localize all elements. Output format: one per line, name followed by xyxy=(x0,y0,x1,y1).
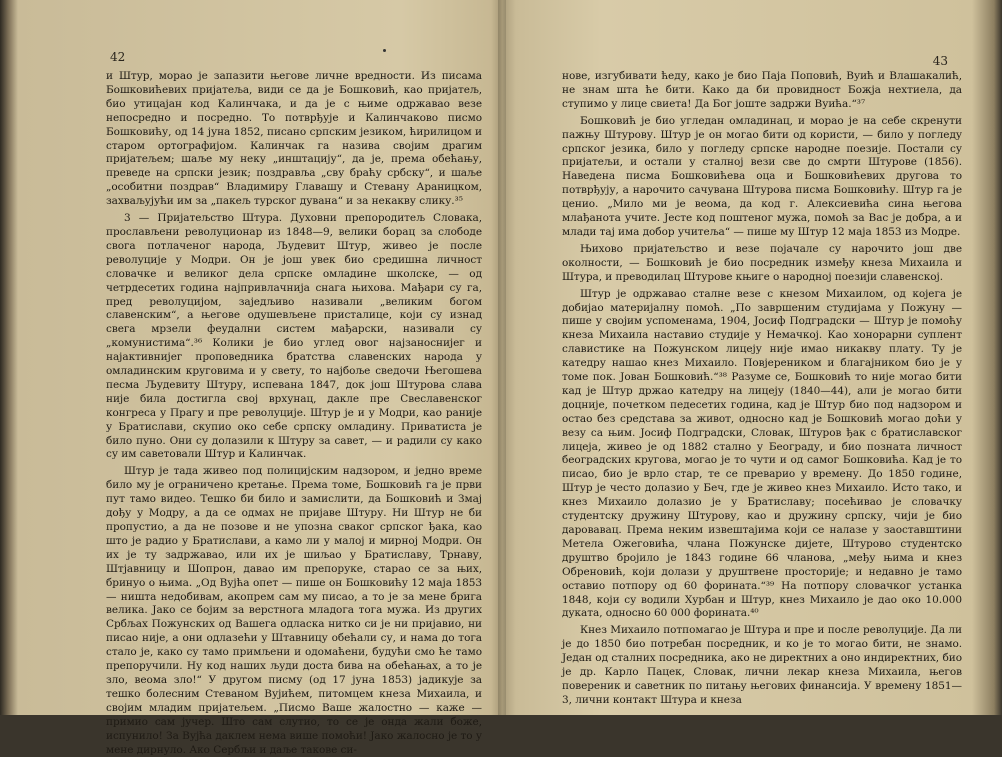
paragraph: 3 — Пријатељство Штура. Духовни препородитељ Словака, прослављени револуционар из 1848—9, велики борац за слободе свога потлаченог народа, Људевит Штур, живео је после револуције у Модри. Он је још увек био средишна личност словачке и великог дела српске омладине школске, — од четрдесетих година најпривлачнија снага њихова. Мађари су га, пред револуцијом, заједљиво називали „великим богом славенским“, а његове одушевљене присталице, који су изнад свега мрзели феудални систем мађарски, називали су „комунистима“.³⁶ Колики је био углед овог најзаноснијег и најактивнијег проповедника братства славенских народа у омладинским круговима и у свету, то најбоље сведочи Његошева песма Људевиту Штуру, испевана 1847, док још Штурова слава није била достигла свој врхунац, дакле пре Свеславенског конгреса у Прагу и пре револуције. Штур је и у Модри, као раније у Братислави, скупио око себе српску омладину. Приватиста је било пуно. Они су долазили к Штуру за савет, — и радили су како су им саветовали Штур и Калинчак. xyxy=(106,212,482,461)
page-number-left: 42 xyxy=(110,50,126,64)
paragraph: и Штур, морао је запазити његове личне вредности. Из писама Бошковићевих пријатеља, види се да је Бошковић, као пријатељ, био утицајан код Калинчака, и да је с њиме одржавао везе непосредно и посредно. То потврђује и Калинчаково писмо Бошковићу, од 14 јуна 1852, писано српским језиком, ћирилицом и старом ортографијом. Калинчак га назива својим драгим пријатељем; шаље му неку „инштацију“, да је, према обећању, преведе на српски језик; поздравља „сву браћу србску“, и шаље „особитни поздрав“ Владимиру Главашу и Стевану Араницком, захваљујући им за „пакељ турског дувана“ и за некакву слику.³⁵ xyxy=(106,70,482,208)
paragraph: Њихово пријатељство и везе појачале су нарочито још две околности, — Бошковић је био посредник између кнеза Михаила и Штура, и преводилац Штурове књиге о народној поезији славенској. xyxy=(562,242,962,283)
left-page xyxy=(18,0,496,756)
right-page-text xyxy=(562,70,962,708)
right-page xyxy=(506,0,988,715)
gutter-crease xyxy=(498,0,506,715)
paragraph: Штур је одржавао сталне везе с кнезом Михаилом, од којега је добијао материјалну помоћ. „По завршеним студијама у Пожуну — пише у својим успоменама, 1904, Јосиф Подградски — Штур је помоћу кнеза Михаила наставио студије у Немачкој. Као хонорарни суплент славистике на Пожунском лицеју није имао никакву плату. Ту је катедру нашао кнез Михаило. Повјереником и благајником био је у томе пок. Јован Бошковић.“³⁸ Разуме се, Бошковић то није могао бити кад је Штур држао катедру на лицеју (1840—44), али је могао бити доцније, почетком педесетих година, кад је Штур био под надзором и остао без средстава за живот, односно кад је Бошковић могао доћи у везу са њим. Јосиф Подградски, Словак, Штуров ђак с братиславског лицеја, живео је од 1882 стално у Београду, и био позната личност београдских кругова, могао је то чути и од самог Бошковића. Кад је то писао, био је врло стар, те се преварио у времену. До 1850 године, Штур је често долазио у Беч, где је живео кнез Михаило. Исто тако, и кнез Михаило долазио је у Братиславу; посећивао је словачку студентску дружину Штурову, као и дружину српску, чији је био даровавац. Према неким извештајима који се налазе у заоставштини Метела Ожеговића, члана Пожунске дијете, Штурово студентско друштво бројило је 1843 године 66 чланова, „међу њима и кнез Обреновић, који долази у друштвене просторије; и недавно је тамо оставио потпору од 60 форината.“³⁹ На потпору словачког устанка 1848, који су водили Хурбан и Штур, кнез Михаило је дао око 10.000 дуката, односно 60 000 форината.⁴⁰ xyxy=(562,287,962,620)
paragraph: Бошковић је био угледан омладинац, и морао је на себе скренути пажњу Штурову. Штур је он могао бити од користи, — било у погледу српског језика, било у погледу српске народне поезије. Постали су пријатељи, и остали у сталној вези све до смрти Штурове (1856). Наведена писма Бошковићева оца и Бошковићевих другова то потврђују, а нарочито сачувана Штурова писма Бошковићу. Штур га је ценио. „Мило ми је веома, да код г. Алексиевића сина његова млађанота учите. Јесте код поштеног мужа, помоћ за Вас је добра, а и млади тај има добор учитеља“ — пише му Штур 12 маја 1853 из Модре. xyxy=(562,114,962,238)
paragraph: Штур је тада живео под полицијским надзором, и једно време било му је ограничено кретање. Према томе, Бошковић га је први пут тамо видео. Тешко би било и замислити, да Бошковић и Змај дођу у Модру, а да се одмах не пријаве Штуру. Ни Штур не би пропустио, а да не позове и не упозна сваког српског ђака, као што је радио у Братислави, а камо ли у малој и мирној Модри. Он их је ту задржавао, или их је шиљао у Братиславу, Трнаву, Штјавницу и Шопрон, давао им препоруке, старао се за њих, бринуо о њима. „Од Вујћа опет — пише он Бошковићу 12 маја 1853 — ништа недобивам, акопрем сам му писао, а то је за мене брига велика. Јако се бојим за верстнога младога тога мужа. Из других Србљах Пожунских од Вашега одласка нитко си је ни пријавио, ни писао није, а они одлазећи у Штавницу обећали су, и нама до тога стало је, како су тамо примљени и одомаћени, будући смо ће тамо препоручили. Ну код наших људи доста бива на обећањах, а то је зло, веома зло!“ У другом писму (од 17 јуна 1853) јадикује за тешко болесним Стеваном Вујићем, питомцем кнеза Михаила, и својим младим пријатељем. „Писмо Ваше жалостно — каже — примио сам јучер. Што сам слутио, то се је онда жали боже, испунило! За Вујћа даклем нема више помоћи! Јако жалосно је то у мене дирнуло. Ако Сербљи и даље такове си- xyxy=(106,465,482,756)
page-number-right: 43 xyxy=(932,54,948,68)
paragraph: нове, изгубивати ћеду, како је био Паја Поповић, Вуић и Влашакалић, не знам шта ће бити. Како да би провидност Божја нехтиела, да ступимо у лице свиета! Да Бог јоште задржи Вуића.“³⁷ xyxy=(562,70,962,110)
left-page-text xyxy=(106,70,482,757)
paragraph: Кнез Михаило потпомагао је Штура и пре и после револуције. Да ли је до 1850 био потребан посредник, и ко је то могао бити, не знамо. Један од сталних посредника, ако не директних а оно индиректних, био је др. Карло Пацек, Словак, лични лекар кнеза Михаила, његов повереник и саветник по питању његових финансија. У времену 1851—3, лични контакт Штура и кнеза xyxy=(562,624,962,706)
